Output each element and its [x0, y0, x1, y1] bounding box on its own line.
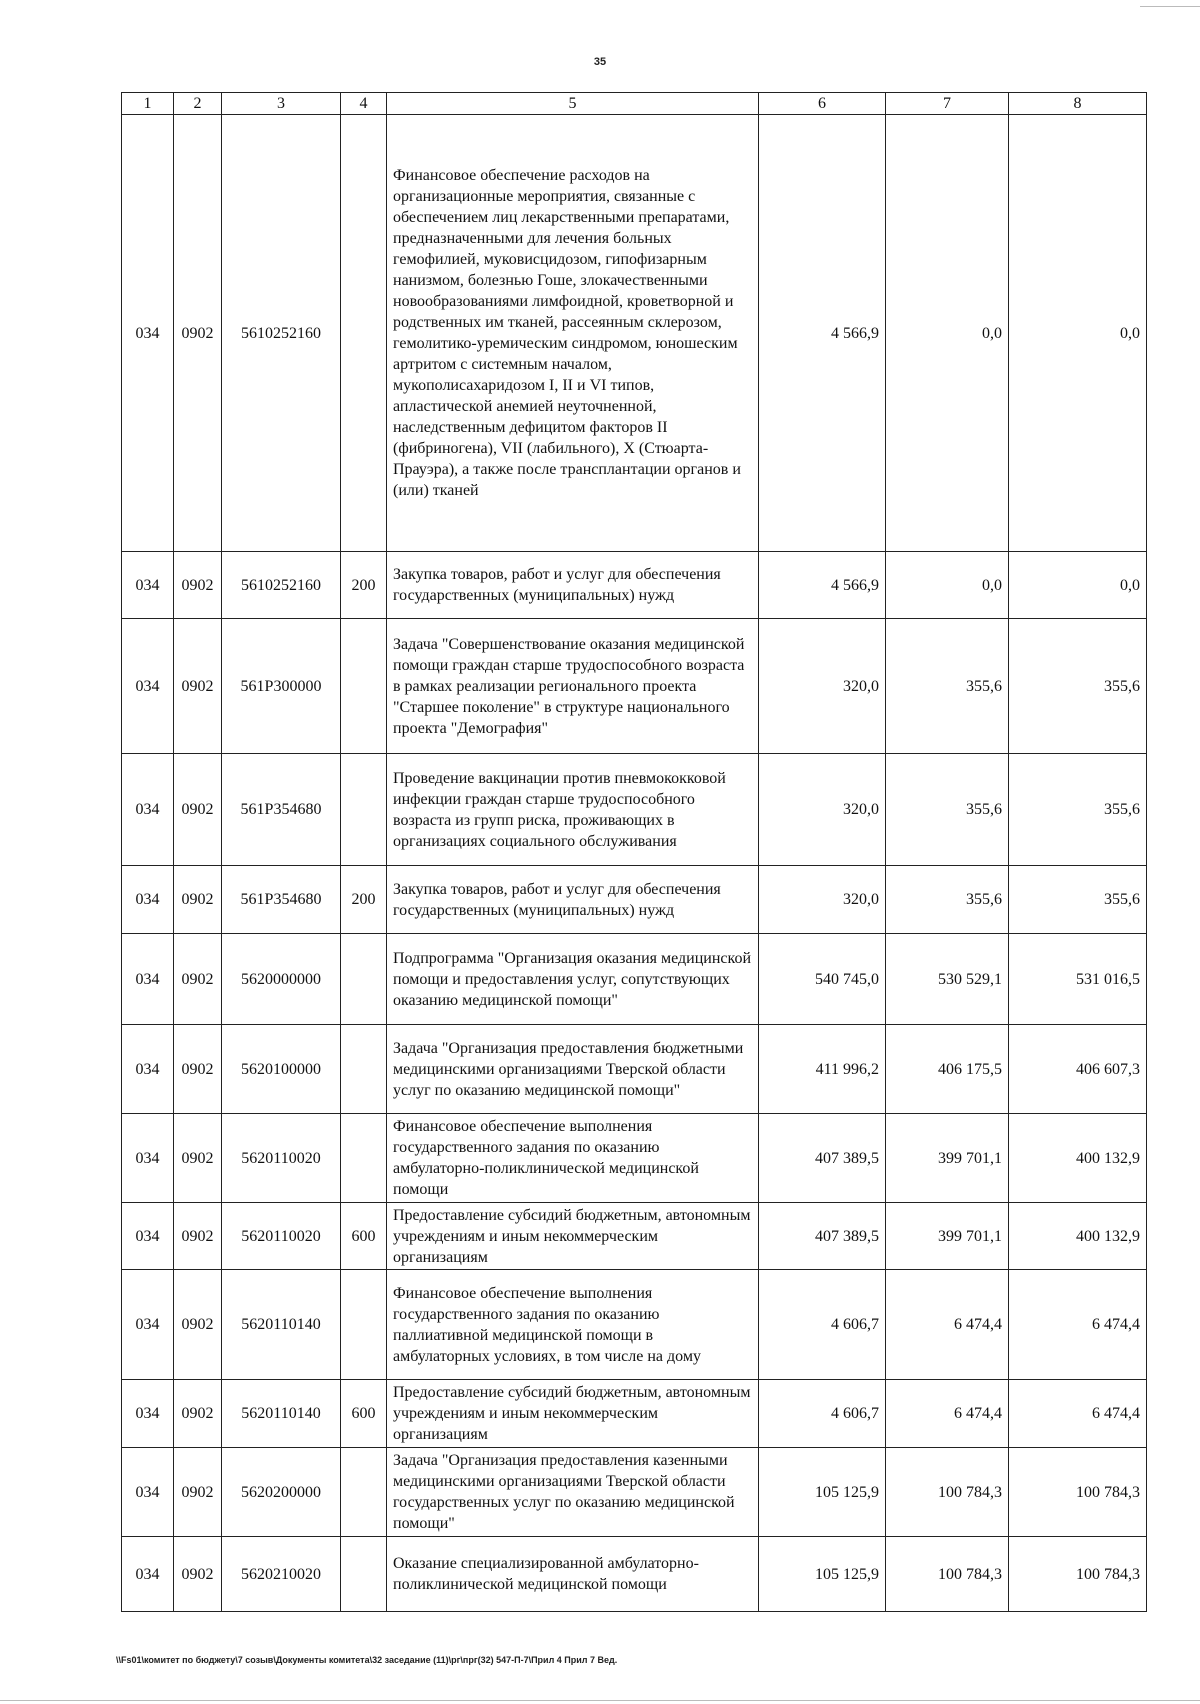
cell-section: 0902 — [174, 1380, 222, 1448]
cell-section: 0902 — [174, 866, 222, 934]
cell-amount-6: 320,0 — [759, 866, 886, 934]
cell-ved: 034 — [122, 1448, 174, 1537]
cell-name: Финансовое обеспечение расходов на организационные мероприятия, связанные с обеспечением лиц лекарственными препаратами, предназначенными для лечения больных гемофилией, муковисцидозом, гипофизарным нанизмом, болезнью Гоше, злокачественными новообразованиями лимфоидной, кроветворной и родственных им тканей, рассеянным склерозом, гемолитико-уремическим синдромом, юношеским артритом с системным началом, мукополисахаридозом I, II и VI типов, апластической анемией неуточненной, наследственным дефицитом факторов II (фибриногена), VII (лабильного), X (Стюарта-Прауэра), а также после трансплантации органов и (или) тканей — [387, 115, 759, 552]
scan-edge-bottom — [0, 1700, 1200, 1701]
table-row — [122, 1114, 1147, 1203]
cell-expense-type — [341, 1025, 387, 1114]
cell-section: 0902 — [174, 1270, 222, 1380]
cell-name: Закупка товаров, работ и услуг для обеспечения государственных (муниципальных) нужд — [387, 866, 759, 934]
cell-amount-8: 400 132,9 — [1009, 1114, 1147, 1203]
cell-amount-8: 406 607,3 — [1009, 1025, 1147, 1114]
cell-expense-type — [341, 1537, 387, 1612]
cell-target-article: 5620000000 — [222, 934, 341, 1025]
cell-amount-8: 100 784,3 — [1009, 1448, 1147, 1537]
table-row — [122, 1380, 1147, 1448]
cell-ved: 034 — [122, 1025, 174, 1114]
cell-amount-7: 355,6 — [886, 619, 1009, 754]
cell-ved: 034 — [122, 115, 174, 552]
cell-target-article: 561P300000 — [222, 619, 341, 754]
cell-amount-6: 4 566,9 — [759, 115, 886, 552]
col-header-6: 6 — [759, 93, 886, 115]
cell-amount-8: 531 016,5 — [1009, 934, 1147, 1025]
cell-target-article: 5620110020 — [222, 1114, 341, 1203]
table-row — [122, 866, 1147, 934]
cell-ved: 034 — [122, 1270, 174, 1380]
cell-target-article: 5620210020 — [222, 1537, 341, 1612]
cell-section: 0902 — [174, 1203, 222, 1270]
cell-target-article: 5620110140 — [222, 1380, 341, 1448]
cell-amount-6: 4 606,7 — [759, 1380, 886, 1448]
cell-target-article: 561P354680 — [222, 866, 341, 934]
cell-amount-8: 355,6 — [1009, 866, 1147, 934]
cell-expense-type — [341, 1114, 387, 1203]
cell-name: Подпрограмма "Организация оказания медицинской помощи и предоставления услуг, сопутствующих оказанию медицинской помощи" — [387, 934, 759, 1025]
cell-amount-7: 0,0 — [886, 115, 1009, 552]
header-row — [122, 93, 1147, 115]
cell-amount-6: 540 745,0 — [759, 934, 886, 1025]
table-row — [122, 1448, 1147, 1537]
cell-name: Финансовое обеспечение выполнения государственного задания по оказанию амбулаторно-поликлинической медицинской помощи — [387, 1114, 759, 1203]
cell-amount-7: 406 175,5 — [886, 1025, 1009, 1114]
cell-name: Предоставление субсидий бюджетным, автономным учреждениям и иным некоммерческим организациям — [387, 1380, 759, 1448]
cell-name: Закупка товаров, работ и услуг для обеспечения государственных (муниципальных) нужд — [387, 552, 759, 619]
cell-expense-type: 600 — [341, 1380, 387, 1448]
cell-section: 0902 — [174, 1025, 222, 1114]
cell-target-article: 5610252160 — [222, 115, 341, 552]
cell-amount-8: 6 474,4 — [1009, 1380, 1147, 1448]
cell-expense-type: 200 — [341, 552, 387, 619]
cell-expense-type — [341, 754, 387, 866]
cell-target-article: 5620200000 — [222, 1448, 341, 1537]
cell-expense-type — [341, 934, 387, 1025]
cell-section: 0902 — [174, 1114, 222, 1203]
cell-ved: 034 — [122, 1380, 174, 1448]
table-row — [122, 115, 1147, 552]
cell-ved: 034 — [122, 1114, 174, 1203]
cell-amount-6: 105 125,9 — [759, 1448, 886, 1537]
cell-expense-type — [341, 619, 387, 754]
cell-name: Задача "Организация предоставления казенными медицинскими организациями Тверской области государственных услуг по оказанию медицинской помощи" — [387, 1448, 759, 1537]
cell-section: 0902 — [174, 754, 222, 866]
cell-amount-8: 100 784,3 — [1009, 1537, 1147, 1612]
cell-ved: 034 — [122, 754, 174, 866]
cell-section: 0902 — [174, 1537, 222, 1612]
cell-amount-8: 0,0 — [1009, 552, 1147, 619]
cell-section: 0902 — [174, 619, 222, 754]
cell-ved: 034 — [122, 552, 174, 619]
table-row — [122, 1537, 1147, 1612]
cell-amount-6: 407 389,5 — [759, 1203, 886, 1270]
table-row — [122, 552, 1147, 619]
cell-name: Задача "Совершенствование оказания медицинской помощи граждан старше трудоспособного возраста в рамках реализации регионального проекта "Старшее поколение" в структуре национального проекта "Демография" — [387, 619, 759, 754]
cell-name: Финансовое обеспечение выполнения государственного задания по оказанию паллиативной медицинской помощи в амбулаторных условиях, в том числе на дому — [387, 1270, 759, 1380]
cell-amount-8: 400 132,9 — [1009, 1203, 1147, 1270]
cell-name: Предоставление субсидий бюджетным, автономным учреждениям и иным некоммерческим организациям — [387, 1203, 759, 1270]
col-header-2: 2 — [174, 93, 222, 115]
cell-amount-7: 0,0 — [886, 552, 1009, 619]
cell-amount-6: 320,0 — [759, 754, 886, 866]
col-header-4: 4 — [341, 93, 387, 115]
page-number: 35 — [593, 56, 607, 68]
cell-expense-type: 200 — [341, 866, 387, 934]
table-row — [122, 1025, 1147, 1114]
table-row — [122, 619, 1147, 754]
cell-amount-7: 100 784,3 — [886, 1537, 1009, 1612]
cell-amount-7: 6 474,4 — [886, 1270, 1009, 1380]
table-row — [122, 1203, 1147, 1270]
cell-expense-type: 600 — [341, 1203, 387, 1270]
cell-name: Задача "Организация предоставления бюджетными медицинскими организациями Тверской области услуг по оказанию медицинской помощи" — [387, 1025, 759, 1114]
cell-amount-6: 411 996,2 — [759, 1025, 886, 1114]
cell-expense-type — [341, 1270, 387, 1380]
col-header-1: 1 — [122, 93, 174, 115]
cell-amount-6: 407 389,5 — [759, 1114, 886, 1203]
cell-ved: 034 — [122, 934, 174, 1025]
footer-file-path: \\Fs01\комитет по бюджету\7 созыв\Документы комитета\32 заседание (11)\рг\прг(32) 547-П-7\Прил 4 Прил 7 Вед. — [116, 1655, 618, 1665]
cell-ved: 034 — [122, 619, 174, 754]
cell-amount-7: 530 529,1 — [886, 934, 1009, 1025]
cell-section: 0902 — [174, 115, 222, 552]
cell-amount-7: 6 474,4 — [886, 1380, 1009, 1448]
cell-section: 0902 — [174, 552, 222, 619]
cell-section: 0902 — [174, 1448, 222, 1537]
cell-name: Оказание специализированной амбулаторно-поликлинической медицинской помощи — [387, 1537, 759, 1612]
cell-amount-7: 355,6 — [886, 754, 1009, 866]
cell-target-article: 5620100000 — [222, 1025, 341, 1114]
cell-target-article: 5620110140 — [222, 1270, 341, 1380]
cell-ved: 034 — [122, 866, 174, 934]
col-header-7: 7 — [886, 93, 1009, 115]
scan-edge-top — [1140, 6, 1200, 7]
cell-amount-7: 355,6 — [886, 866, 1009, 934]
cell-amount-7: 399 701,1 — [886, 1203, 1009, 1270]
cell-target-article: 5620110020 — [222, 1203, 341, 1270]
table-row — [122, 934, 1147, 1025]
cell-amount-7: 399 701,1 — [886, 1114, 1009, 1203]
cell-amount-8: 0,0 — [1009, 115, 1147, 552]
cell-amount-8: 355,6 — [1009, 619, 1147, 754]
col-header-3: 3 — [222, 93, 341, 115]
cell-expense-type — [341, 1448, 387, 1537]
cell-target-article: 5610252160 — [222, 552, 341, 619]
cell-amount-6: 320,0 — [759, 619, 886, 754]
col-header-5: 5 — [387, 93, 759, 115]
cell-amount-6: 4 566,9 — [759, 552, 886, 619]
table-row — [122, 754, 1147, 866]
cell-amount-6: 4 606,7 — [759, 1270, 886, 1380]
cell-ved: 034 — [122, 1537, 174, 1612]
cell-target-article: 561P354680 — [222, 754, 341, 866]
cell-amount-8: 6 474,4 — [1009, 1270, 1147, 1380]
cell-amount-7: 100 784,3 — [886, 1448, 1009, 1537]
cell-amount-8: 355,6 — [1009, 754, 1147, 866]
col-header-8: 8 — [1009, 93, 1147, 115]
cell-name: Проведение вакцинации против пневмококковой инфекции граждан старше трудоспособного возраста из групп риска, проживающих в организациях социального обслуживания — [387, 754, 759, 866]
table-row — [122, 1270, 1147, 1380]
cell-section: 0902 — [174, 934, 222, 1025]
budget-table — [121, 92, 1147, 1612]
cell-ved: 034 — [122, 1203, 174, 1270]
cell-expense-type — [341, 115, 387, 552]
cell-amount-6: 105 125,9 — [759, 1537, 886, 1612]
